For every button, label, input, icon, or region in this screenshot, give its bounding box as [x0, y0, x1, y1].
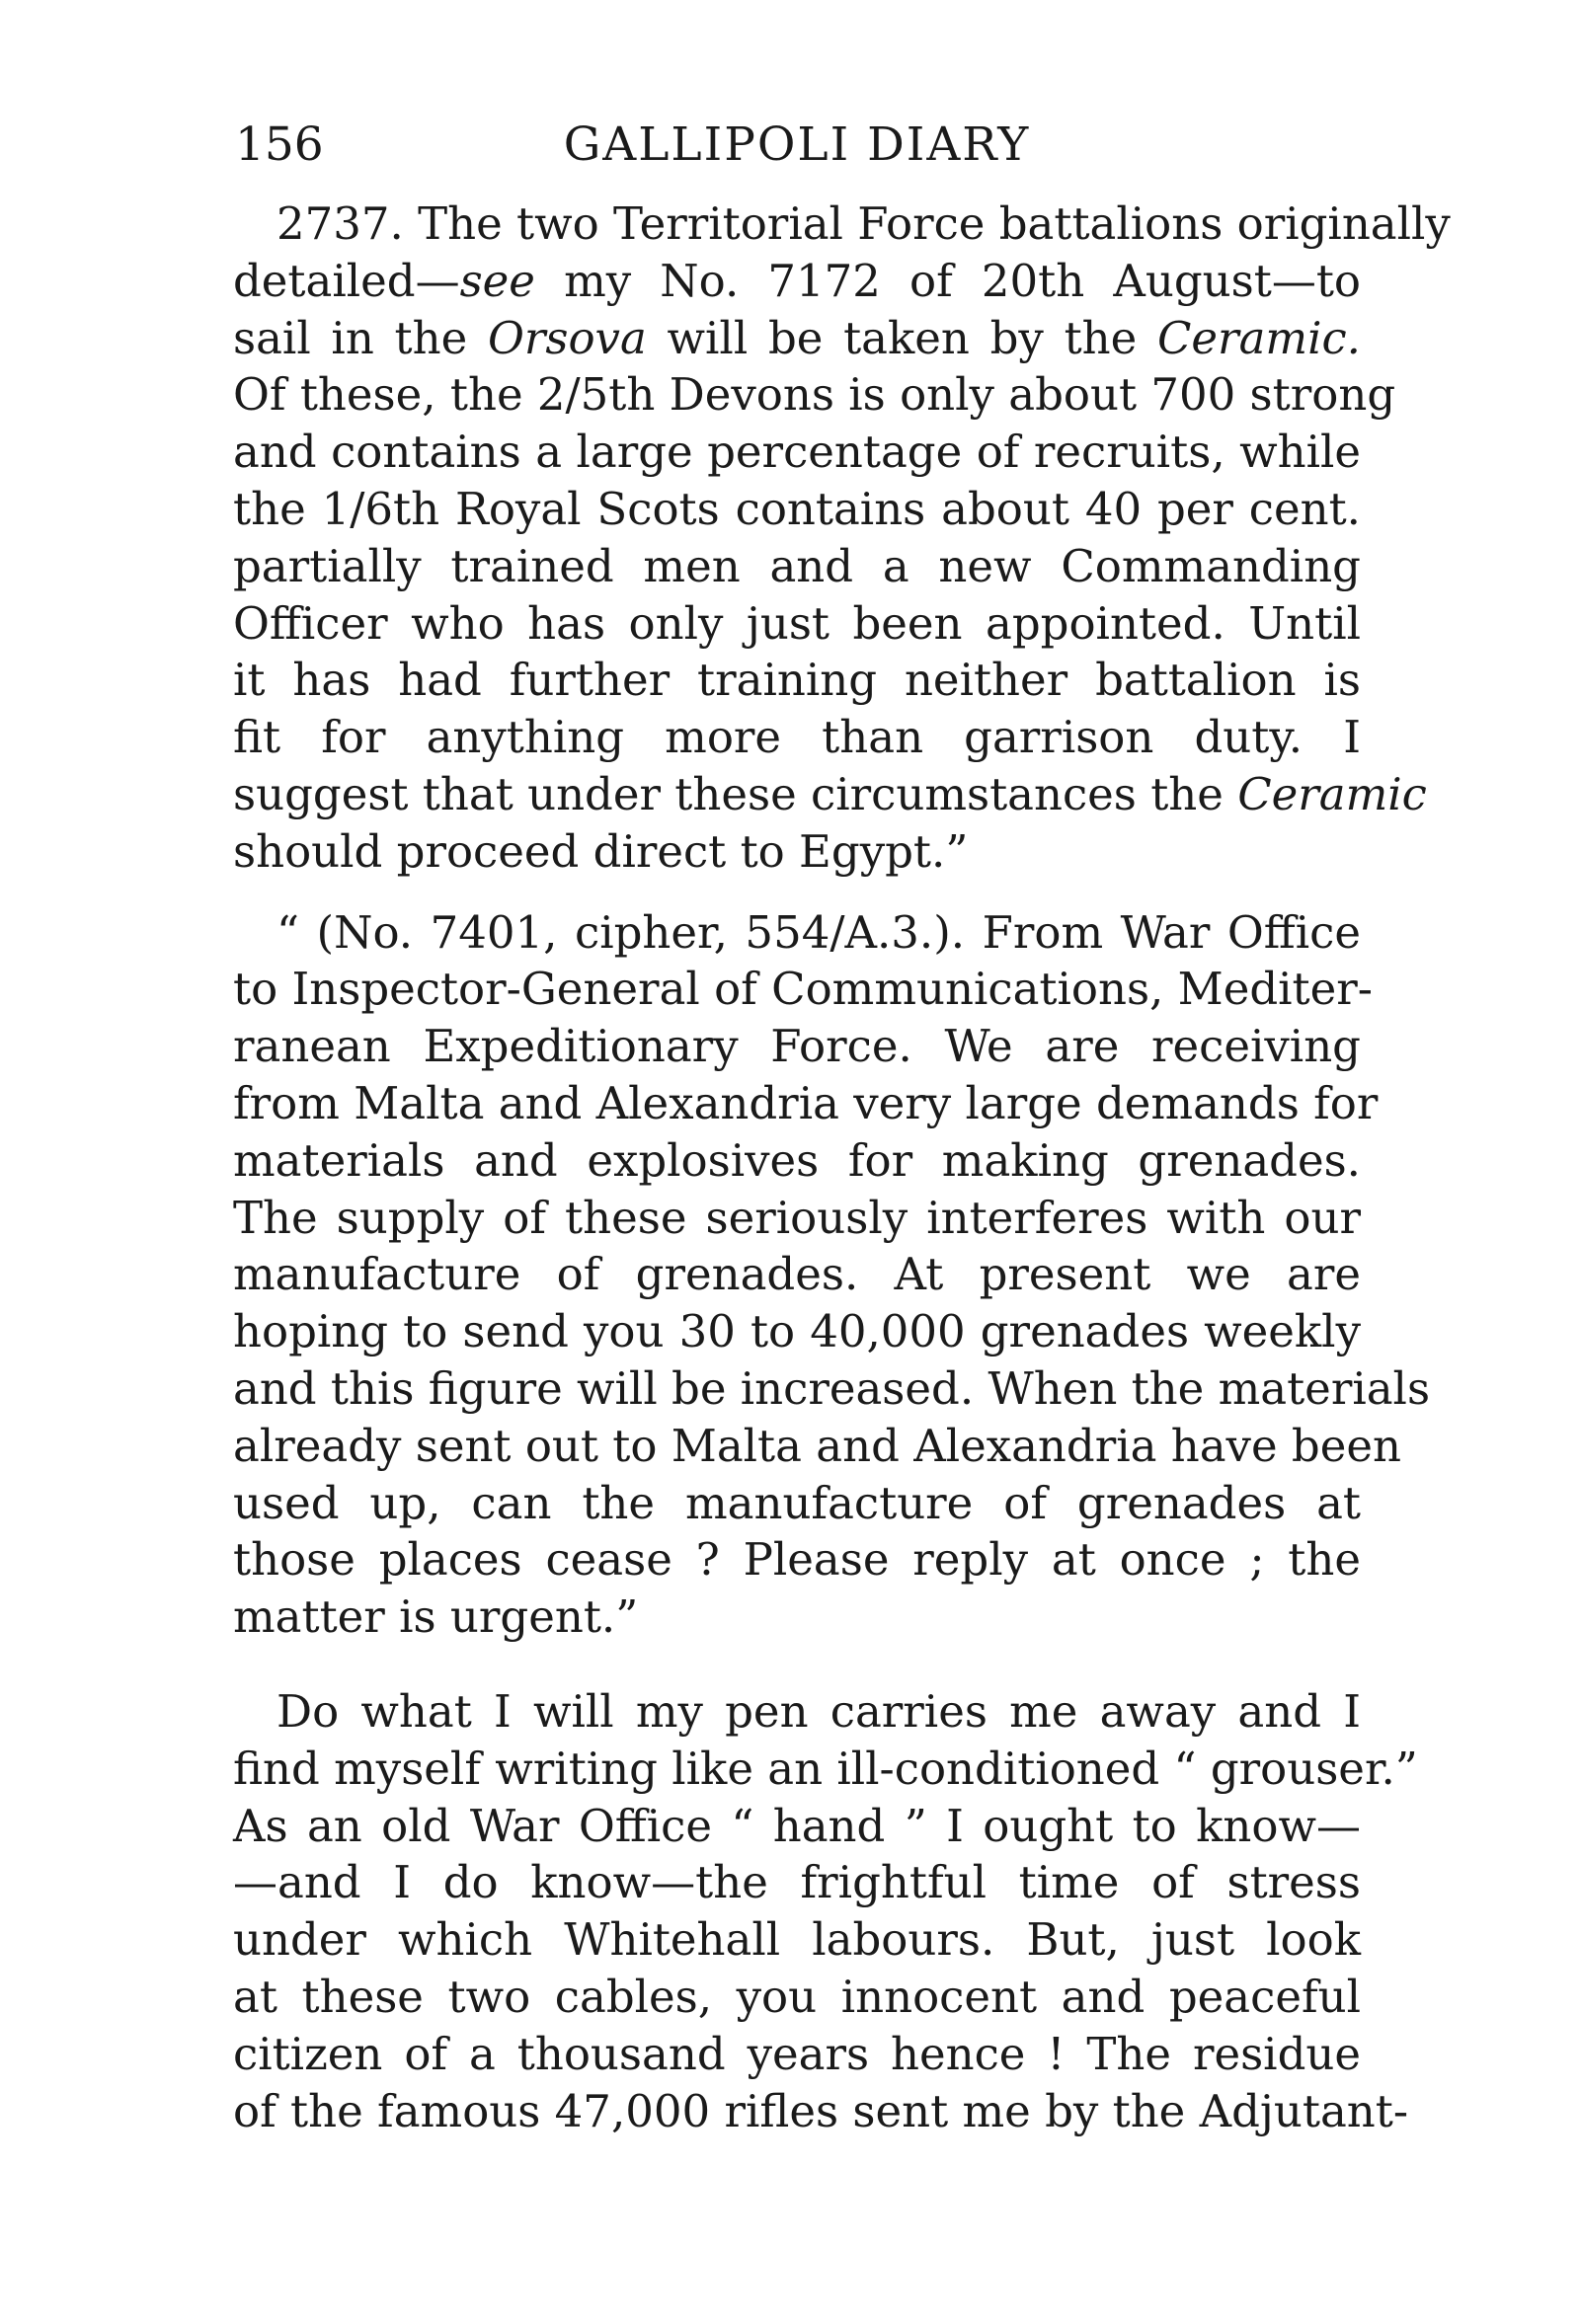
italic-text: Orsova [487, 311, 647, 364]
text-line: sail in the Orsova will be taken by the Ceramic. [233, 311, 1361, 364]
text-line: Do what I will my pen carries me away and I [276, 1684, 1361, 1738]
italic-text: Ceramic. [1157, 311, 1361, 364]
text-line: those places cease ? Please reply at once ; the [233, 1533, 1361, 1587]
text-line: already sent out to Malta and Alexandria have been [233, 1419, 1401, 1472]
text-line: of the famous 47,000 rifles sent me by the Adjutant- [233, 2084, 1409, 2137]
text-line: the 1/6th Royal Scots contains about 40 per cent. [233, 482, 1361, 535]
text-line: to Inspector-General of Communications, Mediter- [233, 963, 1373, 1016]
page-number: 156 [235, 117, 324, 172]
paragraph [233, 904, 1431, 1646]
paragraph [233, 1683, 1418, 2139]
text-line: at these two cables, you innocent and peaceful [233, 1970, 1361, 2023]
text-line: citizen of a thousand years hence ! The residue [233, 2027, 1361, 2080]
text-line: Officer who has only just been appointed. Until [233, 596, 1361, 650]
text-line: As an old War Office “ hand ” I ought to know— [233, 1799, 1361, 1852]
text-line: materials and explosives for making grenades. [233, 1133, 1361, 1187]
text-line: detailed—see my No. 7172 of 20th August—to [233, 254, 1361, 307]
text-line: used up, can the manufacture of grenades at [233, 1476, 1361, 1529]
text-line: —and I do know—the frightful time of stress [233, 1856, 1361, 1909]
italic-text: see [459, 254, 535, 307]
text-line: matter is urgent.” [233, 1590, 639, 1644]
text-line: should proceed direct to Egypt.” [233, 824, 969, 878]
text-line: The supply of these seriously interferes with our [233, 1191, 1361, 1244]
text-line: Of these, the 2/5th Devons is only about 700 strong [233, 368, 1396, 422]
text-line: fit for anything more than garrison duty. I [233, 711, 1361, 764]
text-line: it has had further training neither battalion is [233, 654, 1361, 707]
text-line: from Malta and Alexandria very large demands for [233, 1076, 1379, 1129]
italic-text: Ceramic [1237, 767, 1427, 820]
paragraph-spacer [233, 881, 1361, 904]
text-line: under which Whitehall labours. But, just look [233, 1913, 1361, 1967]
page-header [235, 111, 1359, 180]
paragraph [233, 195, 1451, 881]
text-line: and this figure will be increased. When the materials [233, 1361, 1431, 1415]
text-line: and contains a large percentage of recruits, while [233, 426, 1361, 479]
text-line: partially trained men and a new Commanding [233, 539, 1361, 592]
running-title: GALLIPOLI DIARY [563, 117, 1031, 172]
text-line: suggest that under these circumstances the Ceramic [233, 767, 1427, 820]
text-line: manufacture of grenades. At present we are [233, 1248, 1361, 1301]
text-line: 2737. The two Territorial Force battalions originally [276, 197, 1451, 250]
text-line: find myself writing like an ill-conditioned “ grouser.” [233, 1742, 1418, 1795]
text-line: hoping to send you 30 to 40,000 grenades weekly [233, 1305, 1361, 1358]
text-line: ranean Expeditionary Force. We are receiving [233, 1020, 1361, 1073]
body-text [233, 195, 1451, 2139]
text-line: “ (No. 7401, cipher, 554/A.3.). From War Office [276, 905, 1361, 959]
paragraph-spacer [233, 1646, 1361, 1683]
